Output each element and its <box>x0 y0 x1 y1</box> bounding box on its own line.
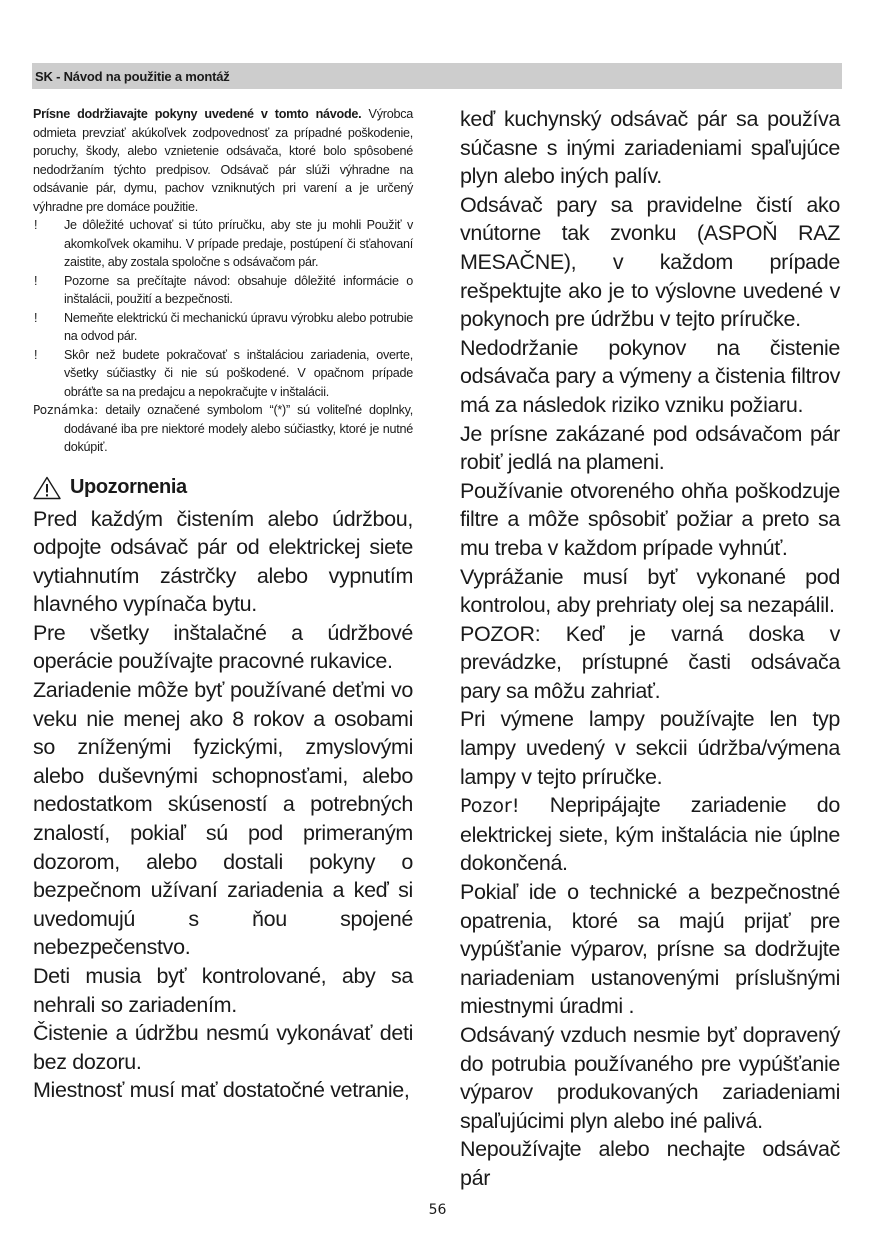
bullet-item <box>33 346 413 402</box>
warning-triangle-icon <box>33 476 61 500</box>
intro-lead: Prísne dodržiavajte pokyny uvedené v tomto návode. <box>33 107 362 121</box>
warnings-title: Upozornenia <box>70 476 187 498</box>
warning-paragraph: Pre všetky inštalačné a údržbové operácie používajte pracovné rukavice. <box>33 620 413 674</box>
warning-paragraph: Vyprážanie musí byť vykonané pod kontrolou, aby prehriaty olej sa nezapálil. <box>460 564 840 618</box>
note-text: detaily označené symbolom “(*)” sú voliteľné doplnky, dodávané iba pre niektoré modely alebo súčiastky, ktoré je nutné dokúpiť. <box>64 403 413 454</box>
warning-paragraph: POZOR: Keď je varná doska v prevádzke, prístupné časti odsávača pary sa môžu zahriať. <box>460 621 840 703</box>
warning-paragraph: Odsávač pary sa pravidelne čistí ako vnútorne tak zvonku (ASPOŇ RAZ MESAČNE), v každom prípade rešpektujte ako je to výslovne uvedené v pokynoch pre údržbu v tejto príručke. <box>460 192 840 332</box>
warning-paragraph: Čistenie a údržbu nesmú vykonávať deti bez dozoru. <box>33 1021 413 1074</box>
warning-paragraph: Pri výmene lampy používajte len typ lampy uvedený v sekcii údržba/výmena lampy v tejto príručke. <box>460 707 840 789</box>
right-column <box>460 105 840 1193</box>
warnings-left-text <box>33 505 413 1105</box>
bullet-text: Pozorne sa prečítajte návod: obsahuje dôležité informácie o inštalácii, použití a bezpečnosti. <box>64 273 413 306</box>
bullet-text: Nemeňte elektrickú či mechanickú úpravu výrobku alebo potrubie na odvod pár. <box>64 310 413 343</box>
intro-paragraph <box>33 105 413 216</box>
warning-paragraph: Pred každým čistením alebo údržbou, odpojte odsávač pár od elektrickej siete vytiahnutím zástrčky alebo vypnutím hlavného vypínača bytu. <box>33 506 413 617</box>
pozor-label: Pozor! <box>460 795 520 818</box>
warning-paragraph: Pokiaľ ide o technické a bezpečnostné opatrenia, ktoré sa majú prijať pre vypúšťanie výparov, prísne sa dodržujte nariadeniam ustanovenými príslušnými miestnymi úradmi . <box>460 880 840 1019</box>
warning-paragraph: Nepoužívajte alebo nechajte odsávač pár <box>460 1137 840 1190</box>
exclamation-mark: ! <box>34 273 38 288</box>
exclamation-mark: ! <box>34 310 38 325</box>
bullet-item <box>33 272 413 309</box>
note-paragraph <box>33 401 413 457</box>
warning-paragraph: Deti musia byť kontrolované, aby sa nehrali so zariadením. <box>33 964 413 1017</box>
warning-paragraph: Miestnosť musí mať dostatočné vetranie, <box>33 1078 410 1103</box>
left-column <box>33 105 413 1105</box>
note-label: Poznámka: <box>33 403 99 417</box>
warning-paragraph: Je prísne zakázané pod odsávačom pár robiť jedlá na plameni. <box>460 421 840 475</box>
warning-paragraph: Nedodržanie pokynov na čistenie odsávača pary a výmeny a čistenia filtrov má za následok riziko vzniku požiaru. <box>460 335 840 417</box>
intro-text: Výrobca odmieta prevziať akúkoľvek zodpovednosť za prípadné poškodenie, poruchy, škody, alebo vznietenie odsávača, ktoré bolo spôsobené nedodržaním týchto predpisov. Odsávač pár slúži výhradne na odsávanie pár, dymu, pachov vzniknutých pri varení a je určený výhradne pre domáce použitie. <box>33 107 414 214</box>
pozor-text: Nepripájajte zariadenie do elektrickej siete, kým inštalácia nie úplne dokončená. <box>460 793 840 876</box>
warning-paragraph: Odsávaný vzduch nesmie byť dopravený do potrubia používaného pre vypúšťanie výparov produkovaných zariadeniami spaľujúcimi plyn alebo iné palivá. <box>460 1023 840 1133</box>
warning-paragraph: keď kuchynský odsávač pár sa používa súčasne s inými zariadeniami spaľujúce plyn alebo iných palív. <box>460 107 840 189</box>
warning-paragraph: Zariadenie môže byť používané deťmi vo veku nie menej ako 8 rokov a osobami so zníženými fyzickými, zmyslovými alebo duševnými schopnosťami, alebo nedostatkom skúseností a potrebných znalostí, pokiaľ sú pod primeraným dozorom, alebo dostali pokyny o bezpečnom užívaní zariadenia a keď si uvedomujú s ňou spojené nebezpečenstvo. <box>33 678 413 960</box>
bullet-text: Je dôležité uchovať si túto príručku, aby ste ju mohli Použiť v akomkoľvek okamihu. V prípade predaje, postúpení či sťahovaní zaistite, aby zostala spoločne s odsávačom pár. <box>64 218 413 269</box>
bullet-item <box>33 216 413 272</box>
bullet-text: Skôr než budete pokračovať s inštaláciou zariadenia, overte, všetky súčiastky či nie sú poškodené. V opačnom prípade obráťte sa na predajcu a nepokračujte v inštalácii. <box>64 347 413 399</box>
bullet-item <box>33 309 413 346</box>
exclamation-mark: ! <box>34 347 38 362</box>
section-header <box>32 63 842 89</box>
section-title: SK - Návod na použitie a montáž <box>35 69 230 84</box>
page-number: 56 <box>428 1202 447 1218</box>
exclamation-mark: ! <box>34 218 38 232</box>
pozor-paragraph <box>460 791 840 878</box>
warning-paragraph: Používanie otvoreného ohňa poškodzuje filtre a môže spôsobiť požiar a preto sa mu treba v každom prípade vyhnúť. <box>460 478 840 560</box>
warnings-heading <box>33 475 413 501</box>
